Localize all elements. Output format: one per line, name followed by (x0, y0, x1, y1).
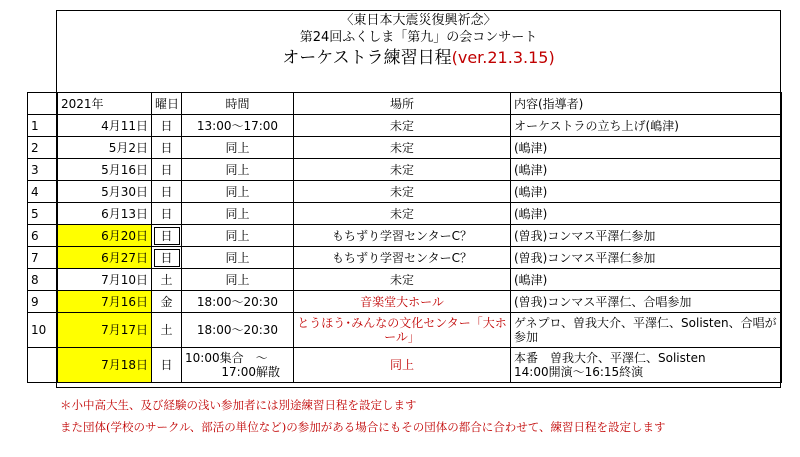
table-row (28, 203, 782, 225)
row-time-end: 17:00解散 (221, 365, 280, 379)
row-time: 同上 (182, 137, 294, 159)
table-row (28, 137, 782, 159)
row-content: オーケストラの立ち上げ(嶋津) (511, 115, 782, 137)
row-content-line1: 本番 曽我大介、平澤仁、Solisten (514, 351, 706, 365)
row-time: 同上 (182, 225, 294, 247)
table-row (28, 225, 782, 247)
row-place-red: 音楽堂大ホール (294, 291, 511, 313)
row-num: 5 (28, 203, 58, 225)
header-place: 場所 (294, 93, 511, 115)
row-content (511, 348, 782, 383)
note-line-2: また団体(学校のサークル、部活の単位など)の参加がある場合にもその団体の都合に合わせて、練習日程を設定します (60, 420, 666, 434)
row-place-red: 同上 (294, 348, 511, 383)
row-place: 未定 (294, 181, 511, 203)
row-time: 同上 (182, 203, 294, 225)
row-day: 日 (152, 159, 182, 181)
row-num (28, 348, 58, 383)
header-time: 時間 (182, 93, 294, 115)
header-weekday: 曜日 (152, 93, 182, 115)
table-header-row (28, 93, 782, 115)
row-place: 未定 (294, 269, 511, 291)
row-time: 13:00～17:00 (182, 115, 294, 137)
table-row (28, 247, 782, 269)
row-date-highlighted: 6月27日 (58, 247, 152, 269)
row-day: 土 (152, 313, 182, 348)
row-date-highlighted: 6月20日 (58, 225, 152, 247)
row-place: もちずり学習センターC？ (294, 225, 511, 247)
title-text: オーケストラ練習日程 (282, 48, 452, 68)
row-day: 金 (152, 291, 182, 313)
row-place-red: とうほう･みんなの文化センター「大ホール」 (294, 313, 511, 348)
row-day: 日 (152, 203, 182, 225)
table-row (28, 115, 782, 137)
row-num: 8 (28, 269, 58, 291)
row-content: (嶋津) (511, 203, 782, 225)
rehearsal-schedule-table (27, 92, 782, 383)
row-content: (嶋津) (511, 137, 782, 159)
header-line2: 第24回ふくしま「第九」の会コンサート (299, 30, 538, 45)
row-num: 4 (28, 181, 58, 203)
header-num (28, 93, 58, 115)
row-date: 5月16日 (58, 159, 152, 181)
row-day-boxed: 日 (152, 247, 182, 269)
row-day: 土 (152, 269, 182, 291)
document-header (56, 12, 781, 69)
row-time: 同上 (182, 181, 294, 203)
row-time: 同上 (182, 247, 294, 269)
table-row (28, 181, 782, 203)
row-date-highlighted: 7月17日 (58, 313, 152, 348)
row-time: 同上 (182, 159, 294, 181)
row-day: 日 (152, 181, 182, 203)
row-num: 2 (28, 137, 58, 159)
table-row (28, 313, 782, 348)
row-place: 未定 (294, 203, 511, 225)
row-date: 7月10日 (58, 269, 152, 291)
row-place: もちずり学習センターC？ (294, 247, 511, 269)
table-row (28, 269, 782, 291)
row-content: (嶋津) (511, 159, 782, 181)
row-day: 日 (152, 115, 182, 137)
header-year: 2021年 (58, 93, 152, 115)
row-date-highlighted: 7月18日 (58, 348, 152, 383)
header-content: 内容(指導者) (511, 93, 782, 115)
row-num: 10 (28, 313, 58, 348)
row-content: (嶋津) (511, 181, 782, 203)
row-num: 1 (28, 115, 58, 137)
row-content: ゲネプロ、曽我大介、平澤仁、Solisten、合唱が参加 (511, 313, 782, 348)
row-time-start: 10:00集合 ～ (185, 351, 268, 365)
row-num: 9 (28, 291, 58, 313)
row-day: 日 (152, 348, 182, 383)
row-num: 3 (28, 159, 58, 181)
row-num: 6 (28, 225, 58, 247)
row-date: 5月30日 (58, 181, 152, 203)
table-row (28, 348, 782, 383)
header-line1: 〈東日本大震災復興祈念〉 (340, 13, 497, 28)
row-content: (嶋津) (511, 269, 782, 291)
row-place: 未定 (294, 115, 511, 137)
row-day-boxed: 日 (152, 225, 182, 247)
row-place: 未定 (294, 137, 511, 159)
row-date-highlighted: 7月16日 (58, 291, 152, 313)
row-content-line2: 14:00開演～16:15終演 (514, 365, 644, 379)
row-date: 4月11日 (58, 115, 152, 137)
row-content: (曽我)コンマス平澤仁、合唱参加 (511, 291, 782, 313)
row-date: 6月13日 (58, 203, 152, 225)
table-row (28, 291, 782, 313)
version-label: (ver.21.3.15) (451, 48, 555, 67)
page-title (56, 47, 781, 69)
row-day: 日 (152, 137, 182, 159)
row-date: 5月2日 (58, 137, 152, 159)
row-place: 未定 (294, 159, 511, 181)
row-time: 同上 (182, 269, 294, 291)
row-time (182, 348, 294, 383)
row-content: (曽我)コンマス平澤仁参加 (511, 247, 782, 269)
row-time: 18:00～20:30 (182, 291, 294, 313)
note-line-1: ＊小中高大生、及び経験の浅い参加者には別途練習日程を設定します (60, 398, 417, 412)
table-row (28, 159, 782, 181)
row-time: 18:00～20:30 (182, 313, 294, 348)
row-content: (曽我)コンマス平澤仁参加 (511, 225, 782, 247)
row-num: 7 (28, 247, 58, 269)
